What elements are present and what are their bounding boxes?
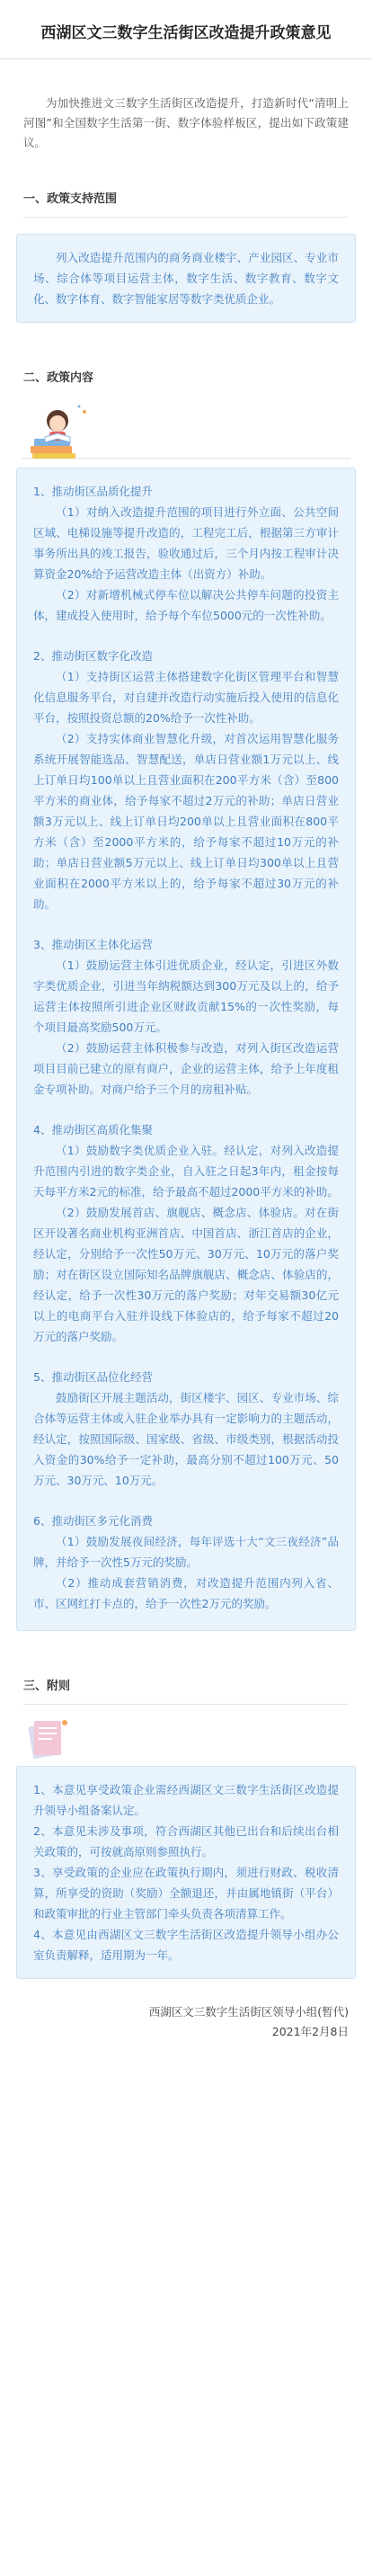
policy-block-title: 4、推动街区高质化集聚 [33, 1123, 153, 1136]
appendix-item: 3、享受政策的企业应在政策执行期内，须进行财政、税收清算，所享受的资助（奖励）全额退还，并由属地镇街（平台）和政策审批的行业主管部门牵头负责各项清算工作。 [33, 1866, 339, 1921]
intro-paragraph: 为加快推进文三数字生活街区改造提升，打造新时代“清明上河图”和全国数字生活第一街、数字体验样板区，提出如下政策建议。 [23, 96, 349, 149]
policy-block [33, 481, 339, 626]
policy-paragraph: （2）鼓励运营主体积极参与改造，对列入街区改造运营项目目前已建立的原有商户，企业的运营主体，给予上年度租金专项补助。对商户给予三个月的房租补贴。 [33, 1041, 339, 1096]
policy-paragraph: （2）支持实体商业智慧化升级，对首次运用智慧化服务系统开展智能选品、智慧配送，单店日营业额1万元以上、线上订单日均100单以上且营业面积在200平方米（含）至800平方米的商业体，给予每家不超过2万元的补助；单店日营业额3万元以上、线上订单日均200单以上且营业面积在800平方米（含）至2000平方米的，给予每家不超过10万元的补助；单店日营业额5万元以上、线上订单日均300单以上且营业面积在2000平方米以上的，给予每家不超过30万元的补助。 [33, 732, 339, 911]
signature-block [23, 2002, 349, 2042]
policy-content-box [16, 468, 356, 1631]
policy-block [33, 1367, 339, 1491]
policy-paragraph: （2）推动成套营销消费，对改造提升范围内列入省、市、区网红打卡点的，给予一次性2万元的奖励。 [33, 1576, 339, 1610]
policy-block-title: 3、推动街区主体化运营 [33, 938, 153, 951]
policy-block-title: 2、推动街区数字化改造 [33, 649, 153, 663]
policy-block-title: 6、推动街区多元化消费 [33, 1514, 153, 1528]
section-heading-appendix: 三、附则 [23, 1663, 349, 1705]
signature-org: 西湖区文三数字生活街区领导小组(暂代) [148, 2005, 349, 2019]
policy-paragraph: （1）鼓励数字类优质企业入驻。经认定，对列入改造提升范围内引进的数字类企业，自入驻之日起3年内，租金按每天每平方米2元的标准，给予最高不超过2000平方米的补助。 [33, 1144, 339, 1199]
scope-box [16, 234, 356, 323]
appendix-box [16, 1766, 356, 1979]
girl-reading-illustration [22, 399, 350, 462]
policy-paragraph: （2）鼓励发展首店、旗舰店、概念店、体验店。对在街区开设著名商业机构亚洲首店、中国首店、浙江首店的企业，经认定，分别给予一次性50万元、30万元、10万元的落户奖励；对在街区设立国际知名品牌旗舰店、概念店、体验店的，经认定，给予一次性30万元的落户奖励；对年交易额30亿元以上的电商平台入驻并设线下体验店的，给予每家不超过20万元的落户奖励。 [33, 1206, 339, 1343]
appendix-item: 4、本意见由西湖区文三数字生活街区改造提升领导小组办公室负责解释，适用期为一年。 [33, 1928, 339, 1962]
policy-paragraph: （1）鼓励运营主体引进优质企业，经认定，引进区外数字类优质企业，引进当年纳税额达到300万元及以上的，给予运营主体按照所引进企业区财政贡献15%的一次性奖励，每个项目最高奖励500万元。 [33, 958, 339, 1034]
policy-paragraph: （2）对新增机械式停车位以解决公共停车问题的投资主体，建成投入使用时，给予每个车位5000元的一次性补助。 [33, 588, 339, 622]
page-title: 西湖区文三数字生活街区改造提升政策意见 [0, 0, 372, 59]
policy-block-title: 5、推动街区品位化经营 [33, 1370, 153, 1384]
appendix-item: 1、本意见享受政策企业需经西湖区文三数字生活街区改造提升领导小组备案认定。 [33, 1783, 339, 1817]
policy-block [33, 646, 339, 914]
policy-paragraph: （1）支持街区运营主体搭建数字化街区管理平台和智慧化信息服务平台，对自建并改造行动实施后投入使用的信息化平台，按照投资总额的20%给予一次性补助。 [33, 670, 339, 725]
appendix-item: 2、本意见未涉及事项，符合西湖区其他已出台和后续出台相关政策的，可按就高原则参照执行。 [33, 1824, 339, 1858]
section-heading-scope: 一、政策支持范围 [23, 176, 349, 218]
scope-text: 列入改造提升范围内的商务商业楼宇、产业园区、专业市场、综合体等项目运营主体，数字生活、数字教育、数字文化、数字体育、数字智能家居等数字类优质企业。 [33, 251, 339, 306]
policy-block [33, 934, 339, 1100]
policy-block-title: 1、推动街区品质化提升 [33, 485, 153, 498]
document-stack-icon [22, 1712, 350, 1762]
section-heading-content: 二、政策内容 [23, 371, 94, 385]
policy-block [33, 1511, 339, 1614]
policy-paragraph: （1）对纳入改造提升范围的项目进行外立面、公共空间区域、电梯设施等提升改造的，工程完工后，根据第三方审计事务所出具的竣工报告，验收通过后，三个月内按工程审计决算资金20%给予运营改造主体（出资方）补助。 [33, 505, 339, 581]
policy-paragraph: （1）鼓励发展夜间经济，每年评选十大“文三夜经济”品牌，并给予一次性5万元的奖励。 [33, 1535, 339, 1569]
signature-date: 2021年2月8日 [271, 2025, 349, 2038]
policy-paragraph: 鼓励街区开展主题活动，街区楼宇、园区、专业市场、综合体等运营主体或入驻企业举办具有一定影响力的主题活动，经认定，按照国际级、国家级、省级、市级类别，根据活动投入资金的30%给予一定补助，最高分别不超过100万元、50万元、30万元、10万元。 [33, 1391, 339, 1487]
policy-block [33, 1119, 339, 1347]
